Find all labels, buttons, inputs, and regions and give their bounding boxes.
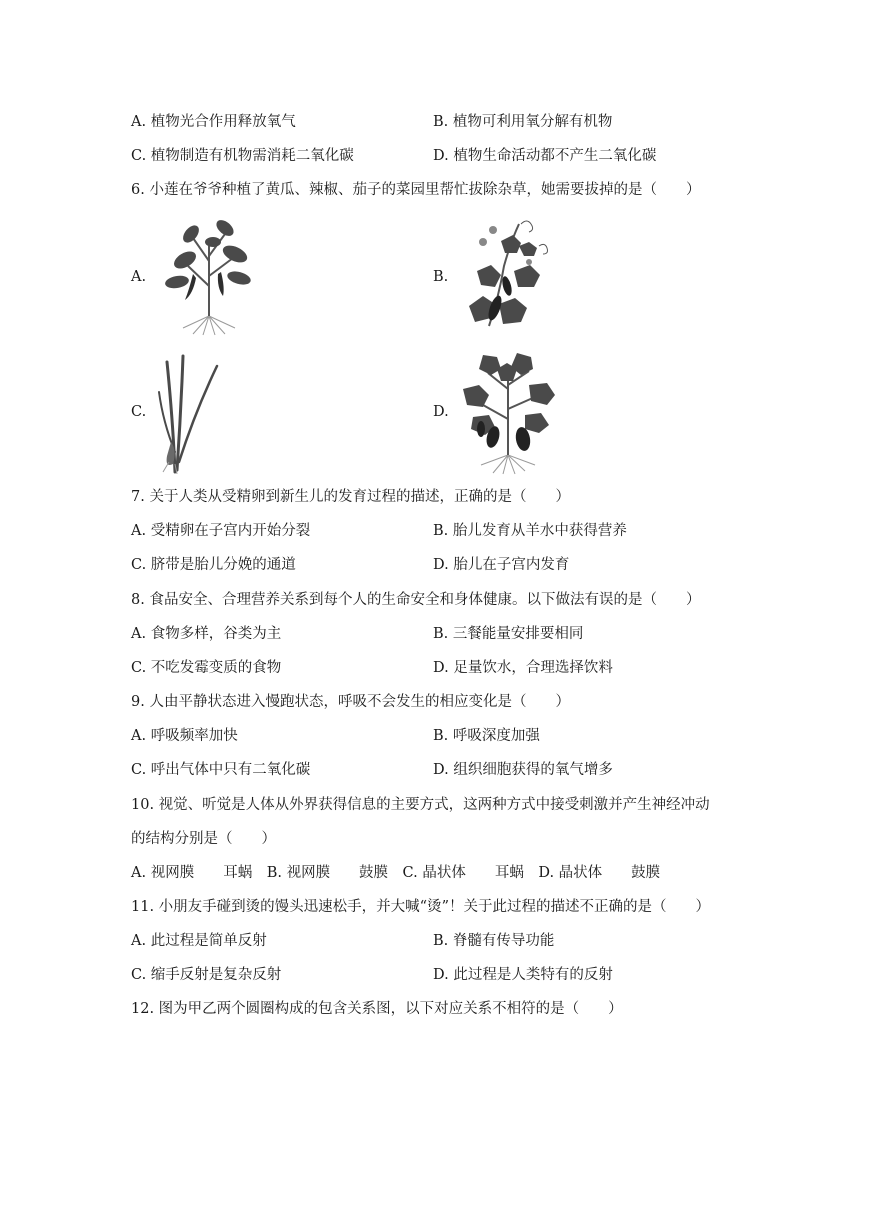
q5-option-b: B. 植物可利用氧分解有机物 <box>433 114 613 130</box>
q8-option-b: B. 三餐能量安排要相同 <box>433 626 584 642</box>
q8-option-a: A. 食物多样，谷类为主 <box>131 626 282 642</box>
q7-option-d: D. 胎儿在子宫内发育 <box>433 557 570 573</box>
q7-option-b: B. 胎儿发育从羊水中获得营养 <box>433 523 627 539</box>
q5-option-a: A. 植物光合作用释放氧气 <box>131 114 296 130</box>
cucumber-vine-image <box>459 216 551 336</box>
q6-stem: 6. 小莲在爷爷种植了黄瓜、辣椒、茄子的菜园里帮忙拔除杂草，她需要拔掉的是（ ） <box>131 182 701 198</box>
q8-option-d: D. 足量饮水，合理选择饮料 <box>433 660 613 676</box>
q6-label-a: A. <box>131 269 147 285</box>
eggplant-plant-image <box>453 349 563 475</box>
q10-stem-line2: 的结构分别是（ ） <box>131 831 276 847</box>
q7-stem: 7. 关于人类从受精卵到新生儿的发育过程的描述，正确的是（ ） <box>131 489 570 505</box>
q7-option-c: C. 脐带是胎儿分娩的通道 <box>131 557 296 573</box>
q6-label-d: D. <box>433 404 449 420</box>
q10-options: A. 视网膜 耳蜗 B. 视网膜 鼓膜 C. 晶状体 耳蜗 D. 晶状体 鼓膜 <box>131 865 661 881</box>
q5-option-c: C. 植物制造有机物需消耗二氧化碳 <box>131 148 354 164</box>
q11-option-b: B. 脊髓有传导功能 <box>433 933 555 949</box>
q9-option-a: A. 呼吸频率加快 <box>131 728 238 744</box>
q12-stem: 12. 图为甲乙两个圆圈构成的包含关系图，以下对应关系不相符的是（ ） <box>131 1001 623 1017</box>
q8-option-c: C. 不吃发霉变质的食物 <box>131 660 282 676</box>
q11-stem: 11. 小朋友手碰到烫的馒头迅速松手，并大喊“烫”！关于此过程的描述不正确的是（ ） <box>131 899 710 915</box>
q9-stem: 9. 人由平静状态进入慢跑状态，呼吸不会发生的相应变化是（ ） <box>131 694 570 710</box>
pepper-plant-image <box>163 216 255 336</box>
q7-option-a: A. 受精卵在子宫内开始分裂 <box>131 523 311 539</box>
q6-label-b: B. <box>433 269 449 285</box>
q9-option-c: C. 呼出气体中只有二氧化碳 <box>131 762 311 778</box>
q6-label-c: C. <box>131 404 147 420</box>
q8-stem: 8. 食品安全、合理营养关系到每个人的生命安全和身体健康。以下做法有误的是（ ） <box>131 592 701 608</box>
q5-option-d: D. 植物生命活动都不产生二氧化碳 <box>433 148 657 164</box>
q9-option-d: D. 组织细胞获得的氧气增多 <box>433 762 613 778</box>
q11-option-c: C. 缩手反射是复杂反射 <box>131 967 282 983</box>
q11-option-d: D. 此过程是人类特有的反射 <box>433 967 613 983</box>
grass-weed-image <box>155 352 225 474</box>
q10-stem-line1: 10. 视觉、听觉是人体从外界获得信息的主要方式，这两种方式中接受刺激并产生神经冲动 <box>131 797 710 813</box>
q9-option-b: B. 呼吸深度加强 <box>433 728 540 744</box>
q11-option-a: A. 此过程是简单反射 <box>131 933 267 949</box>
